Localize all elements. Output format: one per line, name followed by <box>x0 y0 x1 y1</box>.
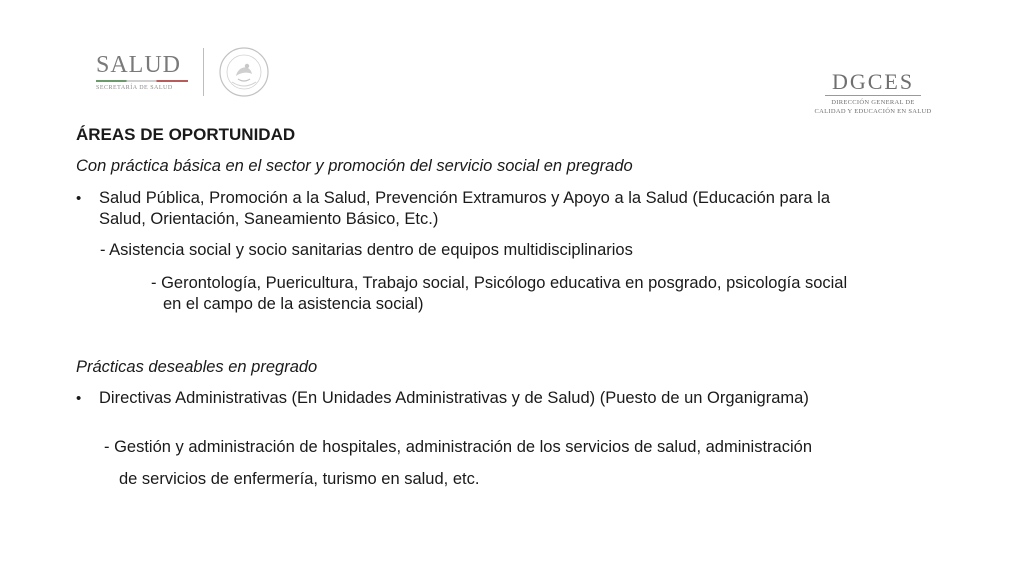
section1-bullet-marker: • <box>76 190 82 207</box>
section2-sub1-line2: de servicios de enfermería, turismo en salud, etc. <box>119 470 480 488</box>
section1-sub2-line2: en el campo de la asistencia social) <box>163 295 424 313</box>
section1-sub2-line1: - Gerontología, Puericultura, Trabajo social, Psicólogo educativa en posgrado, psicología social <box>151 274 848 292</box>
salud-logo-subtitle: SECRETARÍA DE SALUD <box>96 85 173 91</box>
slide-title: ÁREAS DE OPORTUNIDAD <box>76 125 296 144</box>
section1-bullet-line2: Salud, Orientación, Saneamiento Básico, Etc.) <box>99 210 439 228</box>
salud-logo-word: SALUD <box>96 52 182 78</box>
section2-heading: Prácticas deseables en pregrado <box>76 358 318 376</box>
dgces-logo-word: DGCES <box>831 69 915 94</box>
section2-bullet-line1: Directivas Administrativas (En Unidades Administrativas y de Salud) (Puesto de un Organigrama) <box>99 389 809 407</box>
section1-heading: Con práctica básica en el sector y promoción del servicio social en pregrado <box>76 157 633 175</box>
section1-bullet-line1: Salud Pública, Promoción a la Salud, Prevención Extramuros y Apoyo a la Salud (Educación para la <box>99 189 830 207</box>
dgces-logo-subtitle-1: DIRECCIÓN GENERAL DE <box>831 99 915 106</box>
section2-bullet-marker: • <box>76 390 82 407</box>
dgces-logo-subtitle-2: CALIDAD Y EDUCACIÓN EN SALUD <box>814 108 932 115</box>
section2-sub1-line1: - Gestión y administración de hospitales, administración de los servicios de salud, administración <box>104 438 813 456</box>
section1-sub1: - Asistencia social y socio sanitarias dentro de equipos multidisciplinarios <box>100 241 633 259</box>
